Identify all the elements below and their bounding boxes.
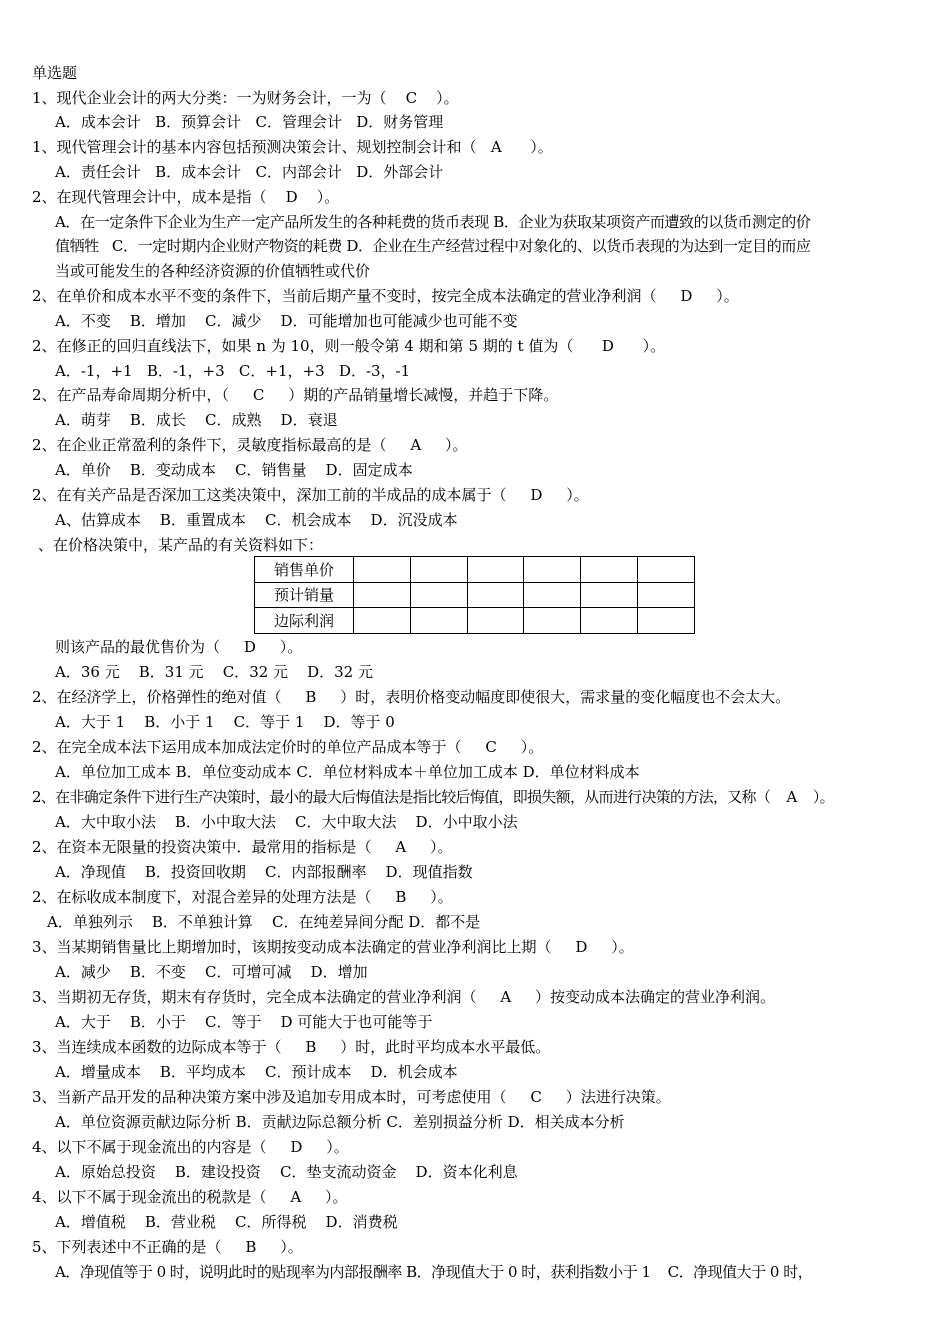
question-text: 5、下列表述中不正确的是（ B ）。: [32, 1238, 303, 1256]
table-cell: [467, 608, 524, 634]
answer-options: A．大于 1 B．小于 1 C．等于 1 D．等于 0: [55, 713, 395, 731]
table-row: [255, 608, 695, 634]
answer-options: A．净现值等于 0 时，说明此时的贴现率为内部报酬率 B．净现值大于 0 时，获利指数小于 1 C．净现值大于 0 时，: [55, 1263, 813, 1281]
question-text: 1、现代管理会计的基本内容包括预测决策会计、规划控制会计和（ A ）。: [32, 138, 553, 156]
answer-options: 当或可能发生的各种经济资源的价值牺牲或代价: [55, 262, 371, 280]
table-cell: [410, 582, 467, 608]
table-cell: [581, 608, 638, 634]
question-text: 则该产品的最优售价为（ D ）。: [55, 638, 303, 656]
question-text: 2、在修正的回归直线法下，如果 n 为 10，则一般令第 4 期和第 5 期的 t 值为（ D ）。: [32, 337, 666, 355]
question-text: 1、现代企业会计的两大分类：一为财务会计，一为（ C ）。: [32, 89, 459, 107]
answer-options: A．36 元 B．31 元 C．32 元 D．32 元: [55, 663, 373, 681]
question-text: 3、当连续成本函数的边际成本等于（ B ）时，此时平均成本水平最低。: [32, 1038, 551, 1056]
question-text: 2、在资本无限量的投资决策中．最常用的指标是（ A ）。: [32, 838, 453, 856]
question-text: 2、在现代管理会计中，成本是指（ D ）。: [32, 188, 340, 206]
table-cell: [581, 557, 638, 583]
table-row-label: 预计销量: [255, 582, 354, 608]
table-row: [255, 557, 695, 583]
answer-options: A．大中取小法 B．小中取大法 C．大中取大法 D．小中取小法: [55, 813, 518, 831]
table-row-label: 销售单价: [255, 557, 354, 583]
answer-options: A．增值税 B．营业税 C．所得税 D．消费税: [55, 1213, 398, 1231]
table-cell: [638, 582, 695, 608]
answer-options: A．大于 B．小于 C．等于 D 可能大于也可能等于: [55, 1013, 433, 1031]
answer-options: 值牺牲 C．一定时期内企业财产物资的耗费 D．企业在生产经营过程中对象化的、以货币表现的为达到一定目的而应: [55, 237, 811, 255]
question-text: 2、在完全成本法下运用成本加成法定价时的单位产品成本等于（ C ）。: [32, 738, 544, 756]
answer-options: A．成本会计 B．预算会计 C．管理会计 D．财务管理: [55, 113, 444, 131]
table-cell: [638, 608, 695, 634]
table-cell: [581, 582, 638, 608]
table-cell: [410, 608, 467, 634]
answer-options: A、估算成本 B．重置成本 C．机会成本 D．沉没成本: [55, 511, 458, 529]
table-cell: [524, 608, 581, 634]
answer-options: A．单位加工成本 B．单位变动成本 C．单位材料成本＋单位加工成本 D．单位材料成本: [55, 763, 640, 781]
table-cell: [354, 557, 411, 583]
question-text: 2、在产品寿命周期分析中，（ C ）期的产品销量增长减慢，并趋于下降。: [32, 386, 559, 404]
answer-options: A．-1，+1 B．-1，+3 C．+1，+3 D．-3，-1: [55, 362, 411, 380]
answer-options: A．在一定条件下企业为生产一定产品所发生的各种耗费的货币表现 B．企业为获取某项资产而遭致的以货币测定的价: [55, 213, 811, 231]
answer-options: A．净现值 B．投资回收期 C．内部报酬率 D．现值指数: [55, 863, 473, 881]
table-cell: [354, 608, 411, 634]
answer-options: A．增量成本 B．平均成本 C．预计成本 D．机会成本: [55, 1063, 458, 1081]
question-text: 2、在标收成本制度下，对混合差异的处理方法是（ B ）。: [32, 888, 453, 906]
table-row-label: 边际利润: [255, 608, 354, 634]
answer-options: A．单位资源贡献边际分析 B．贡献边际总额分析 C．差别损益分析 D．相关成本分析: [55, 1113, 625, 1131]
question-text: 3、当新产品开发的品种决策方案中涉及追加专用成本时，可考虑使用（ C ）法进行决策。: [32, 1088, 671, 1106]
table-row: [255, 582, 695, 608]
question-text: 、在价格决策中，某产品的有关资料如下：: [38, 536, 324, 554]
section-heading: 单选题: [32, 64, 78, 82]
answer-options: A．减少 B．不变 C．可增可减 D．增加: [55, 963, 368, 981]
table-cell: [524, 557, 581, 583]
question-text: 3、当某期销售量比上期增加时，该期按变动成本法确定的营业净利润比上期（ D ）。: [32, 938, 634, 956]
question-text: 2、在企业正常盈利的条件下，灵敏度指标最高的是（ A ）。: [32, 436, 468, 454]
answer-options: A．责任会计 B．成本会计 C．内部会计 D．外部会计: [55, 163, 444, 181]
answer-options: A．单独列示 B．不单独计算 C．在纯差异间分配 D．都不是: [47, 913, 481, 931]
answer-options: A．单价 B．变动成本 C．销售量 D．固定成本: [55, 461, 413, 479]
table-cell: [410, 557, 467, 583]
question-text: 2、在非确定条件下进行生产决策时，最小的最大后悔值法是指比较后悔值，即损失额，从而进行决策的方法，又称（ A ）。: [32, 788, 834, 806]
answer-options: A．原始总投资 B．建设投资 C．垫支流动资金 D．资本化利息: [55, 1163, 518, 1181]
question-text: 2、在经济学上，价格弹性的绝对值（ B ）时，表明价格变动幅度即使很大，需求量的变化幅度也不会太大。: [32, 688, 791, 706]
table-cell: [524, 582, 581, 608]
question-text: 3、当期初无存货，期末有存货时，完全成本法确定的营业净利润（ A ）按变动成本法确定的营业净利润。: [32, 988, 776, 1006]
question-text: 4、以下不属于现金流出的内容是（ D ）。: [32, 1138, 349, 1156]
price-data-table: [254, 556, 695, 634]
table-cell: [467, 582, 524, 608]
table-cell: [467, 557, 524, 583]
table-cell: [354, 582, 411, 608]
question-text: 2、在有关产品是否深加工这类决策中，深加工前的半成品的成本属于（ D ）。: [32, 486, 589, 504]
answer-options: A．不变 B．增加 C．减少 D．可能增加也可能减少也可能不变: [55, 312, 518, 330]
table-cell: [638, 557, 695, 583]
question-text: 4、以下不属于现金流出的税款是（ A ）。: [32, 1188, 348, 1206]
question-text: 2、在单价和成本水平不变的条件下，当前后期产量不变时，按完全成本法确定的营业净利润（ D ）。: [32, 287, 739, 305]
answer-options: A．萌芽 B．成长 C．成熟 D．衰退: [55, 411, 338, 429]
